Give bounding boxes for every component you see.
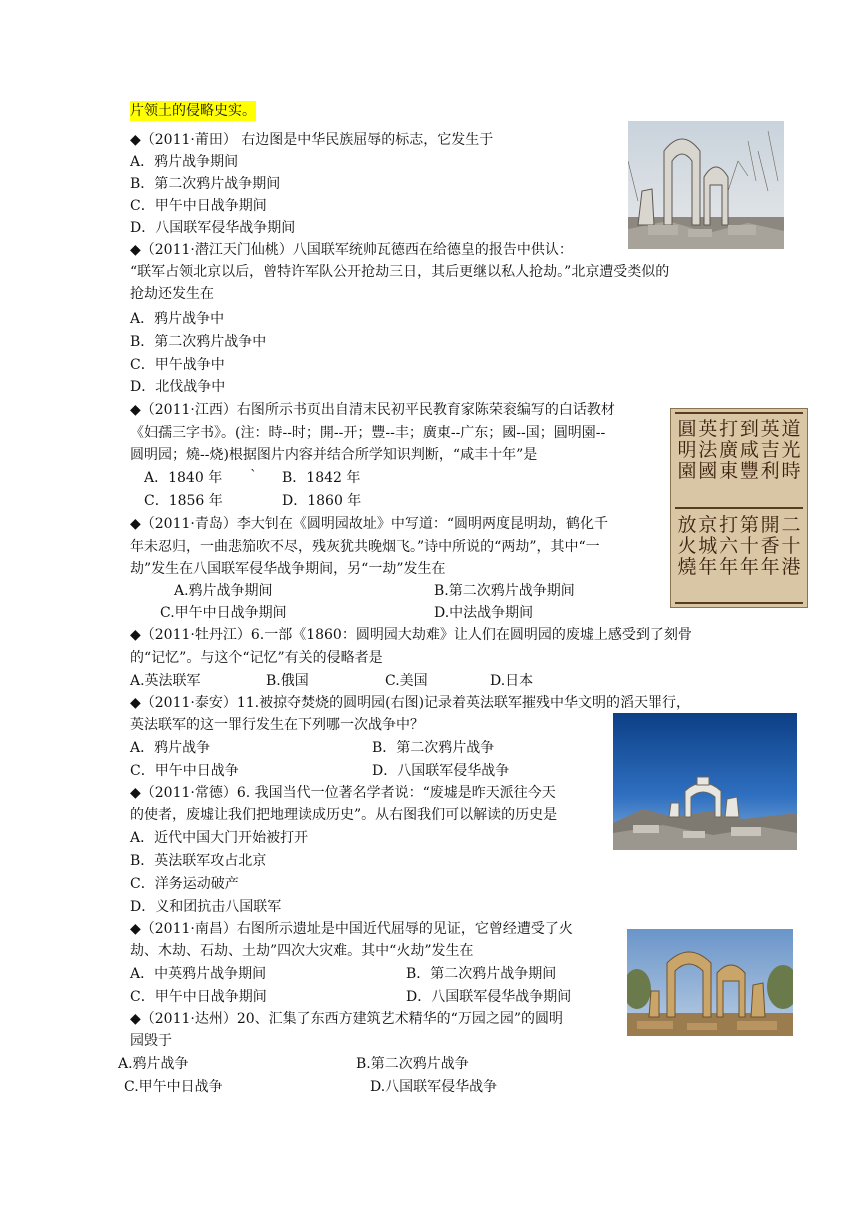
q2-option-d: D．北伐战争中	[130, 379, 226, 395]
q4-option-a: A.鸦片战争期间	[174, 583, 273, 599]
q5-stem-line-2: 的“记忆”。与这个“记忆”有关的侵略者是	[130, 650, 383, 666]
book-column: 打 廣 東	[719, 418, 739, 482]
q2-option-a: A．鸦片战争中	[130, 311, 225, 327]
q6-option-a: A．鸦片战争	[130, 740, 211, 756]
book-page-image	[670, 408, 808, 608]
book-column: 英 吉 利	[760, 418, 780, 482]
q3-stem-line-1: ◆（2011·江西）右图所示书页出自清末民初平民教育家陈荣衮编写的白话教材	[130, 402, 615, 418]
book-column: 京 城 年	[698, 514, 718, 578]
q1-option-d: D．八国联军侵华战争期间	[130, 220, 296, 236]
book-bottom-columns	[677, 515, 801, 578]
ruins-photo-3	[627, 929, 793, 1036]
book-column: 開 香 年	[760, 514, 780, 578]
q7-option-a: A．近代中国大门开始被打开	[130, 830, 309, 846]
q3-option-d: D．1860 年	[282, 493, 362, 509]
q4-stem-line-1: ◆（2011·青岛）李大钊在《圆明园故址》中写道：“圆明两度昆明劫，鹤化千	[130, 516, 609, 532]
q1-option-b: B．第二次鸦片战争期间	[130, 176, 281, 192]
q7-stem-line-2: 的使者，废墟让我们把地理读成历史”。从右图我们可以解读的历史是	[130, 807, 558, 823]
q4-option-c: C.甲午中日战争期间	[160, 605, 287, 621]
q7-option-b: B．英法联军攻占北京	[130, 853, 267, 869]
q5-option-d: D.日本	[490, 673, 534, 689]
book-column: 放 火 燒	[677, 514, 697, 578]
q3-option-b: B．1842 年	[282, 470, 361, 486]
q8-stem-line-1: ◆（2011·南昌）右图所示遗址是中国近代屈辱的见证，它曾经遭受了火	[130, 921, 573, 937]
q8-option-d: D．八国联军侵华战争期间	[406, 989, 572, 1005]
q2-option-b: B．第二次鸦片战争中	[130, 334, 267, 350]
q8-stem-line-2: 劫、木劫、石劫、土劫”四次大灾难。其中“火劫”发生在	[130, 943, 474, 959]
q9-option-c: C.甲午中日战争	[124, 1079, 223, 1095]
q3-stem-line-3: 圆明园；燒--烧)根据图片内容并结合所学知识判断，“咸丰十年”是	[130, 447, 538, 463]
book-column: 二 十 港	[781, 514, 801, 578]
header-line: 片领土的侵略史实。	[130, 103, 256, 119]
q6-option-d: D．八国联军侵华战争	[372, 763, 510, 779]
book-column: 圓 明 園	[677, 418, 697, 482]
q3-option-a: A．1840 年	[144, 470, 223, 486]
q9-option-d: D.八国联军侵华战争	[370, 1079, 498, 1095]
q4-stem-line-3: 劫”发生在八国联军侵华战争期间，另“一劫”发生在	[130, 561, 446, 577]
q4-stem-line-2: 年未忍归，一曲悲笳吹不尽，残灰犹共晚烟飞。”诗中所说的“两劫”，其中“一	[130, 539, 600, 555]
q2-option-c: C．甲午战争中	[130, 357, 225, 373]
q9-option-a: A.鸦片战争	[118, 1056, 189, 1072]
q8-option-a: A．中英鸦片战争期间	[130, 966, 267, 982]
q3-option-c: C．1856 年	[144, 493, 223, 509]
book-column: 英 法 國	[698, 418, 718, 482]
q8-option-c: C．甲午中日战争期间	[130, 989, 267, 1005]
q5-option-a: A.英法联军	[130, 673, 201, 689]
book-top-columns	[677, 419, 801, 482]
q9-stem-line-2: 园毁于	[130, 1033, 172, 1049]
q3-tick-mark: `	[250, 468, 257, 484]
q6-stem-line-2: 英法联军的这一罪行发生在下列哪一次战争中？	[130, 717, 424, 733]
q2-stem-line-3: 抢劫还发生在	[130, 286, 214, 302]
q7-option-c: C．洋务运动破产	[130, 876, 239, 892]
q4-option-b: B.第二次鸦片战争期间	[434, 583, 575, 599]
q1-option-a: A．鸦片战争期间	[130, 154, 239, 170]
q6-stem-line-1: ◆（2011·泰安）11.被掠夺焚烧的圆明园(右图)记录着英法联军摧残中华文明的滔天罪行，	[130, 695, 691, 711]
book-column: 道 光 時	[781, 418, 801, 482]
q2-stem-line-2: “联军占领北京以后，曾特许军队公开抢劫三日，其后更继以私人抢劫。”北京遭受类似的	[130, 264, 670, 280]
q9-stem-line-1: ◆（2011·达州）20、汇集了东西方建筑艺术精华的“万园之园”的圆明	[130, 1011, 563, 1027]
q6-option-b: B．第二次鸦片战争	[372, 740, 495, 756]
q2-stem-line-1: ◆（2011·潜江天门仙桃）八国联军统帅瓦德西在给德皇的报告中供认：	[130, 242, 573, 258]
q7-option-d: D．义和团抗击八国联军	[130, 899, 282, 915]
q9-option-b: B.第二次鸦片战争	[356, 1056, 469, 1072]
ruins-photo-2	[613, 713, 797, 850]
q5-stem-line-1: ◆（2011·牡丹江）6.一部《1860：圆明园大劫难》让人们在圆明园的废墟上感受到了刻骨	[130, 627, 692, 643]
book-column: 打 六 年	[719, 514, 739, 578]
q1-option-c: C．甲午中日战争期间	[130, 198, 267, 214]
q3-stem-line-2: 《妇孺三字书》。(注：時--时；開--开；豐--丰；廣東--广东；國--国；圓明園--	[130, 425, 606, 441]
q7-stem-line-1: ◆（2011·常德）6. 我国当代一位著名学者说：“废墟是昨天派往今天	[130, 785, 556, 801]
book-column: 第 十 年	[739, 514, 759, 578]
q6-option-c: C．甲午中日战争	[130, 763, 239, 779]
ruins-photo-1	[628, 121, 784, 249]
q1-stem: ◆（2011·莆田） 右边图是中华民族屈辱的标志，它发生于	[130, 132, 494, 148]
q5-option-b: B.俄国	[266, 673, 309, 689]
book-column: 到 咸 豐	[739, 418, 759, 482]
q8-option-b: B．第二次鸦片战争期间	[406, 966, 557, 982]
q4-option-d: D.中法战争期间	[434, 605, 534, 621]
q5-option-c: C.美国	[385, 673, 428, 689]
